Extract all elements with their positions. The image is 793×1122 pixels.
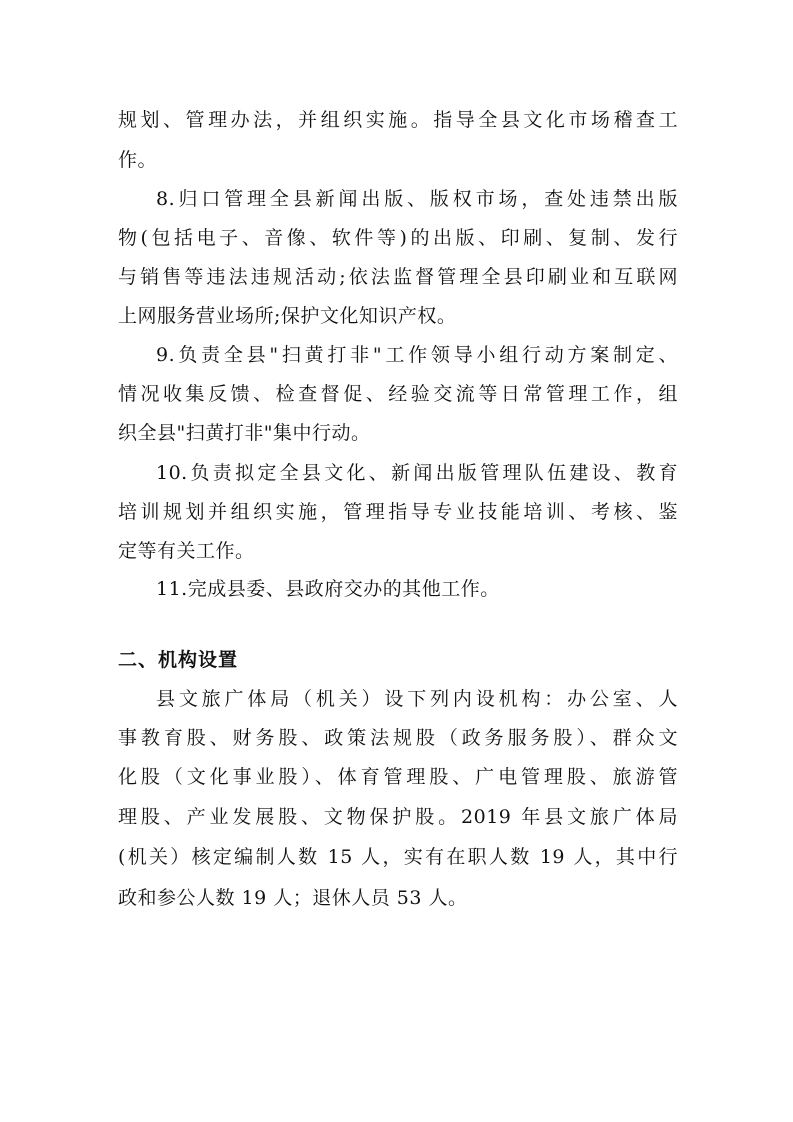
item9-line-1: 9.负责全县"扫黄打非"工作领导小组行动方案制定、: [156, 344, 678, 366]
section2-line-4: 理股、产业发展股、文物保护股。2019 年县文旅广体局: [118, 806, 678, 828]
section-heading-institutions: 二、机构设置: [118, 649, 239, 671]
section2-line-5: (机关）核定编制人数 15 人，实有在职人数 19 人，其中行: [118, 846, 678, 868]
item9-line-3: 织全县"扫黄打非"集中行动。: [118, 422, 371, 444]
item8-line-4: 上网服务营业场所;保护文化知识产权。: [118, 305, 457, 327]
section2-line-3: 化股（文化事业股）、体育管理股、广电管理股、旅游管: [118, 766, 678, 788]
section2-line-1: 县文旅广体局（机关）设下列内设机构：办公室、人: [156, 688, 678, 710]
item7-line-2: 作。: [118, 149, 158, 171]
section2-line-6: 政和参公人数 19 人；退休人员 53 人。: [118, 887, 468, 909]
item10-line-2: 培训规划并组织实施，管理指导专业技能培训、考核、鉴: [118, 501, 678, 523]
item7-line-1: 规划、管理办法，并组织实施。指导全县文化市场稽查工: [118, 109, 678, 131]
section2-line-2: 事教育股、财务股、政策法规股（政务服务股）、群众文: [118, 727, 678, 749]
item10-line-3: 定等有关工作。: [118, 540, 255, 562]
item10-line-1: 10.负责拟定全县文化、新闻出版管理队伍建设、教育: [156, 462, 678, 484]
item8-line-1: 8.归口管理全县新闻出版、版权市场，查处违禁出版: [156, 188, 678, 210]
item8-line-2: 物(包括电子、音像、软件等)的出版、印刷、复制、发行: [118, 227, 678, 249]
item11-line-1: 11.完成县委、县政府交办的其他工作。: [156, 578, 500, 600]
item8-line-3: 与销售等违法违规活动;依法监督管理全县印刷业和互联网: [118, 266, 678, 288]
item9-line-2: 情况收集反馈、检查督促、经验交流等日常管理工作，组: [118, 383, 678, 405]
